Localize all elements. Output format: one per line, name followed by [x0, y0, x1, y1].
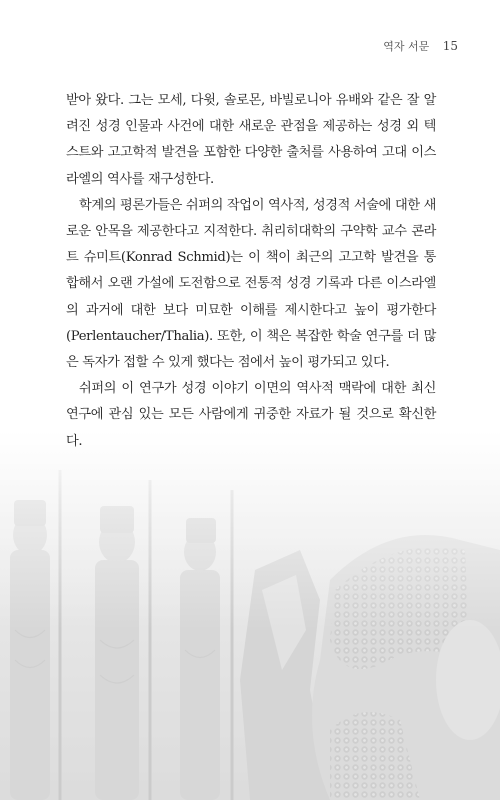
- paragraph-3: 쉬퍼의 이 연구가 성경 이야기 이면의 역사적 맥락에 대한 최신 연구에 관심 있는 모든 사람에게 귀중한 자료가 될 것으로 확신한다.: [66, 381, 436, 449]
- running-header: [383, 38, 458, 54]
- paragraph-2: 학계의 평론가들은 쉬퍼의 작업이 역사적, 성경적 서술에 대한 새로운 안목을 제공한다고 지적한다. 취리히대학의 구약학 교수 콘라트 슈미트(Konrad Schmid)는 이 책이 최근의 고고학 발견을 통합해서 오랜 가설에 도전함으로 전통적 성경 기록과 다른 이스라엘의 과거에 대한 보다 미묘한 이해를 제시한다고 높이 평가한다(Perlentaucher/Thalia). 또한, 이 책은 복잡한 학술 연구를 더 많은 독자가 접할 수 있게 했다는 점에서 높이 평가되고 있다.: [66, 197, 436, 371]
- section-title: 역자 서문: [383, 40, 430, 53]
- page-number: 15: [442, 39, 458, 53]
- paragraph-1: 받아 왔다. 그는 모세, 다윗, 솔로몬, 바빌로니아 유배와 같은 잘 알려진 성경 인물과 사건에 대한 새로운 관점을 제공하는 성경 외 텍스트와 고고학적 발견을 포함한 다양한 출처를 사용하여 고대 이스라엘의 역사를 재구성한다.: [66, 93, 436, 187]
- persian-relief-illustration: [0, 430, 500, 800]
- body-text: [66, 88, 436, 455]
